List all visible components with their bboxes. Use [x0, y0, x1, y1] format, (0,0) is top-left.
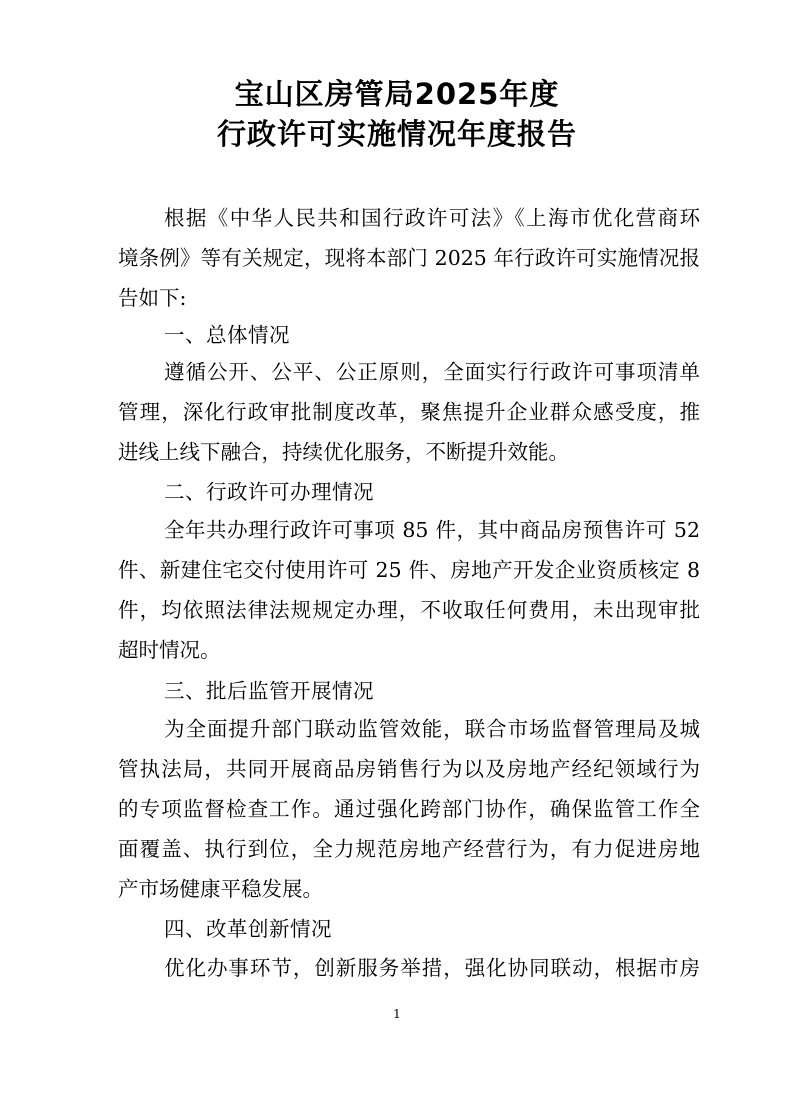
paragraph-line: 管理，深化行政审批制度改革，聚焦提升企业群众感受度，推	[118, 400, 700, 424]
paragraph-line: 优化办事环节，创新服务举措，强化协同联动，根据市房	[164, 956, 700, 980]
document-title-line-1: 宝山区房管局2025年度	[234, 77, 560, 111]
paragraph-line: 件、新建住宅交付使用许可 25 件、房地产开发企业资质核定 8	[118, 558, 700, 582]
paragraph-line: 为全面提升部门联动监管效能，联合市场监督管理局及城	[164, 717, 700, 741]
paragraph-line: 产市场健康平稳发展。	[118, 877, 323, 901]
page-number: 1	[393, 1007, 401, 1021]
paragraph-line: 进线上线下融合，持续优化服务，不断提升效能。	[118, 440, 569, 464]
section-heading-overall: 一、总体情况	[164, 323, 290, 347]
intro-line: 境条例》等有关规定，现将本部门 2025 年行政许可实施情况报	[118, 246, 700, 270]
intro-line: 告如下:	[118, 286, 187, 310]
intro-line: 根据《中华人民共和国行政许可法》《上海市优化营商环	[164, 206, 700, 230]
paragraph-line: 超时情况。	[118, 638, 221, 662]
paragraph-line: 件，均依照法律法规规定办理，不收取任何费用，未出现审批	[118, 598, 700, 622]
document-title-line-2: 行政许可实施情况年度报告	[216, 117, 577, 151]
section-heading-supervision: 三、批后监管开展情况	[164, 679, 374, 703]
paragraph-line: 的专项监督检查工作。通过强化跨部门协作，确保监管工作全	[118, 797, 700, 821]
section-heading-reform: 四、改革创新情况	[164, 917, 332, 941]
section-heading-permits: 二、行政许可办理情况	[164, 480, 374, 504]
paragraph-line: 面覆盖、执行到位，全力规范房地产经营行为，有力促进房地	[118, 837, 700, 861]
paragraph-line: 全年共办理行政许可事项 85 件，其中商品房预售许可 52	[164, 518, 700, 542]
paragraph-line: 遵循公开、公平、公正原则，全面实行行政许可事项清单	[164, 360, 700, 384]
paragraph-line: 管执法局，共同开展商品房销售行为以及房地产经纪领域行为	[118, 757, 700, 781]
